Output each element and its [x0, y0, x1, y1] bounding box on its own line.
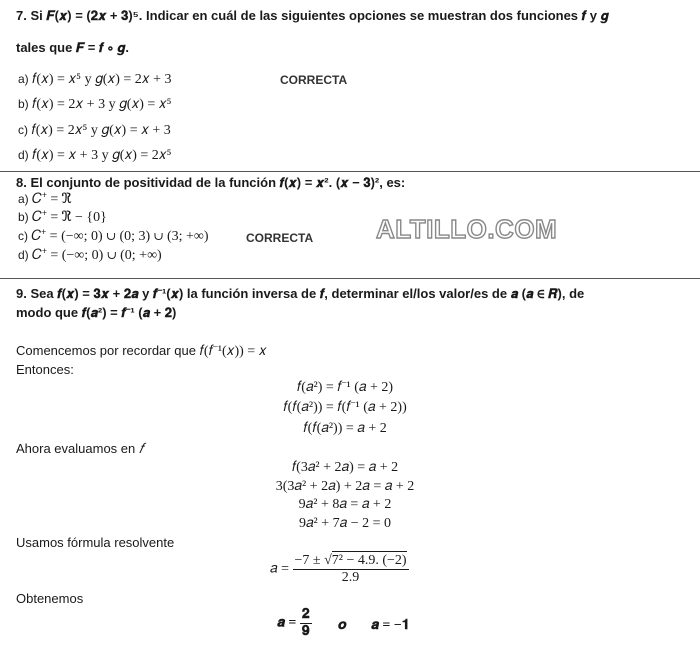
q8-option-a-text: 𝐶⁺ = ℜ [32, 192, 72, 207]
q9-resolvente: Usamos fórmula resolvente [16, 535, 175, 550]
q8-option-b [18, 210, 107, 226]
q9-title-line2: modo que 𝒇(𝒂²) = 𝒇⁻¹ (𝒂 + 𝟐) [16, 305, 177, 320]
watermark: ALTILLO.COM [376, 214, 558, 244]
q9-formula-denominator: 2.9 [341, 570, 360, 585]
divider-1 [0, 171, 700, 172]
q7-title-line2: tales que 𝑭 = 𝒇 ∘ 𝒈. [16, 40, 130, 55]
q8-option-c [18, 229, 209, 245]
q9-eq1-line1: 𝑓(𝑎²) = 𝑓⁻¹ (𝑎 + 2) [296, 380, 394, 395]
q9-result-b: 𝒂 = −𝟏 [371, 618, 410, 633]
q9-formula-num-a: −7 ± [294, 553, 321, 568]
q7-option-a-letter: a) [18, 72, 29, 86]
q9-result-o: 𝒐 [338, 618, 347, 633]
q7-option-b-letter: b) [18, 97, 29, 111]
q8-option-d [18, 248, 162, 264]
q9-title: 9. Sea 𝒇(𝒙) = 𝟑𝒙 + 𝟐𝒂 y 𝒇⁻¹(𝒙) la función inversa de 𝒇, determinar el/los valor/es de 𝒂 (𝒂 ∈ 𝑹), de [16, 286, 585, 301]
q9-evaluamos-f: 𝑓 [138, 442, 144, 457]
q7-option-c [18, 123, 171, 139]
q8-option-a-letter: a) [18, 192, 29, 206]
q9-eq2-line1: 𝑓(3𝑎² + 2𝑎) = 𝑎 + 2 [291, 460, 399, 475]
q8-option-c-text: 𝐶⁺ = (−∞; 0) ∪ (0; 3) ∪ (3; +∞) [31, 229, 209, 244]
q8-option-d-text: 𝐶⁺ = (−∞; 0) ∪ (0; +∞) [32, 248, 162, 263]
q9-eq1-line3: 𝑓(𝑓(𝑎²)) = 𝑎 + 2 [303, 421, 387, 436]
q7-option-b [18, 97, 171, 113]
q9-formula-lhs: 𝑎 = [270, 561, 289, 577]
q9-intro-text: Comencemos por recordar que [16, 343, 196, 358]
q9-obtenemos: Obtenemos [16, 591, 84, 606]
q7-option-a-text: 𝑓(𝑥) = 𝑥⁵ y 𝑔(𝑥) = 2𝑥 + 3 [32, 72, 172, 87]
q8-option-b-letter: b) [18, 210, 29, 224]
q7-option-c-text: 𝑓(𝑥) = 2𝑥⁵ y 𝑔(𝑥) = 𝑥 + 3 [31, 123, 171, 138]
q7-option-d [18, 148, 171, 164]
q8-option-c-letter: c) [18, 229, 28, 243]
q9-intro-math: 𝑓(𝑓⁻¹(𝑥)) = 𝑥 [199, 344, 267, 359]
q9-eq2-line4: 9𝑎² + 7𝑎 − 2 = 0 [298, 516, 392, 531]
q7-option-a [18, 72, 171, 88]
q9-formula-sqrt: 7² − 4.9. (−2) [331, 553, 407, 568]
q9-eq1-line2: 𝑓(𝑓(𝑎²)) = 𝑓(𝑓⁻¹ (𝑎 + 2)) [283, 400, 407, 415]
sqrt-icon: √ [324, 553, 332, 568]
q7-correct-label: CORRECTA [280, 73, 348, 87]
q9-result-a-lhs: 𝒂 = [277, 615, 297, 631]
q9-result-a-fraction [300, 607, 312, 640]
q8-title: 8. El conjunto de positividad de la función 𝒇(𝒙) = 𝒙². (𝒙 − 𝟑)², es: [16, 175, 406, 190]
q9-result-a-num: 𝟐 [301, 607, 310, 622]
q9-evaluamos-text: Ahora evaluamos en [16, 441, 136, 456]
q7-option-b-text: 𝑓(𝑥) = 2𝑥 + 3 y 𝑔(𝑥) = 𝑥⁵ [32, 97, 172, 112]
q9-intro [16, 343, 267, 360]
divider-2 [0, 278, 700, 279]
q8-option-a [18, 192, 72, 208]
q7-title: 7. Si 𝑭(𝒙) = (𝟐𝒙 + 𝟑)⁵. Indicar en cuál de las siguientes opciones se muestran dos funciones 𝒇 y 𝒈 [16, 8, 609, 23]
q9-formula-fraction [293, 553, 409, 586]
q9-eq2-line3: 9𝑎² + 8𝑎 = 𝑎 + 2 [298, 497, 392, 512]
q9-result-a [277, 607, 312, 640]
q9-formula [270, 553, 409, 586]
q9-formula-numerator [293, 553, 409, 570]
q7-option-d-letter: d) [18, 148, 29, 162]
q8-correct-label: CORRECTA [246, 231, 314, 245]
q8-option-d-letter: d) [18, 248, 29, 262]
q7-option-c-letter: c) [18, 123, 28, 137]
q9-entonces: Entonces: [16, 362, 74, 377]
q8-option-b-text: 𝐶⁺ = ℜ − {0} [32, 210, 107, 225]
q9-result-a-den: 𝟗 [301, 624, 310, 639]
q9-eq2-line2: 3(3𝑎² + 2𝑎) + 2𝑎 = 𝑎 + 2 [275, 479, 415, 494]
q9-evaluamos [16, 441, 143, 458]
q7-option-d-text: 𝑓(𝑥) = 𝑥 + 3 y 𝑔(𝑥) = 2𝑥⁵ [32, 148, 172, 163]
